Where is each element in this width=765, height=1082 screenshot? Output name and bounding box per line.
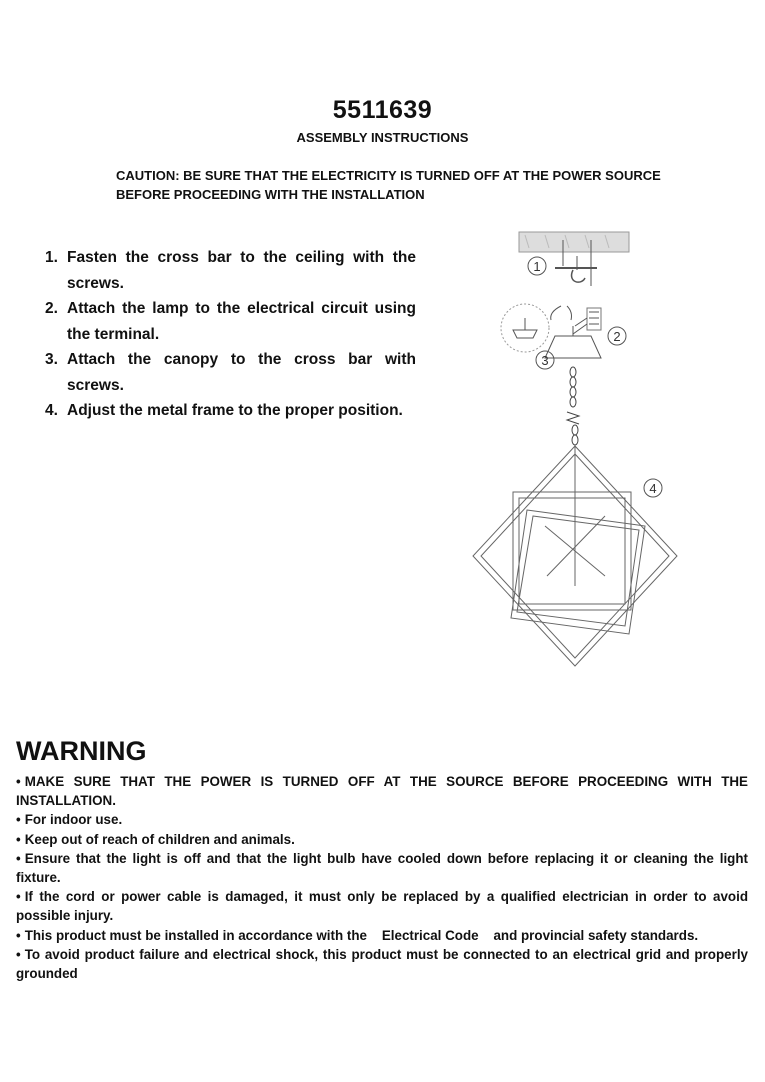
assembly-steps [42, 245, 416, 424]
warning-item [16, 830, 748, 849]
caution-line-1: CAUTION: BE SURE THAT THE ELECTRICITY IS TURNED OFF AT THE POWER SOURCE [116, 168, 661, 183]
chain [567, 367, 579, 445]
step-text: Adjust the metal frame to the proper position. [67, 402, 403, 419]
warning-text: To avoid product failure and electrical shock, this product must be connected to an electrical grid and properly grounded [16, 946, 748, 982]
canopy-detail [501, 304, 549, 352]
callout-label: 2 [613, 329, 621, 344]
warning-item [16, 810, 748, 829]
warning-item [16, 945, 748, 983]
caution-line-2: BEFORE PROCEEDING WITH THE INSTALLATION [116, 187, 425, 202]
ceiling-plate [519, 232, 629, 252]
step-item [42, 347, 416, 398]
step-number: 1. [45, 249, 58, 266]
metal-frame [473, 446, 677, 666]
bullet: • [16, 831, 21, 847]
step-item [42, 296, 416, 347]
warning-list [16, 772, 748, 983]
bullet: • [16, 927, 21, 943]
caution-note [116, 166, 676, 204]
warning-title: WARNING [16, 736, 147, 766]
step-text: Attach the canopy to the cross bar with screws. [67, 351, 416, 394]
warning-item [16, 772, 748, 810]
fixture-diagram [455, 226, 695, 676]
bullet: • [16, 850, 21, 866]
warning-text: Ensure that the light is off and that the light bulb have cooled down before replacing it or cleaning the light fixture. [16, 850, 748, 886]
step-item [42, 398, 416, 424]
bullet: • [16, 812, 21, 828]
warning-item [16, 849, 748, 887]
step-number: 2. [45, 300, 58, 317]
callout-3 [536, 351, 554, 369]
step-number: 3. [45, 351, 58, 368]
document-subtitle: ASSEMBLY INSTRUCTIONS [296, 130, 469, 145]
step-text: Fasten the cross bar to the ceiling with the screws. [67, 249, 416, 292]
terminal-block [551, 306, 601, 334]
warning-text: Keep out of reach of children and animals. [24, 831, 295, 847]
warning-text: This product must be installed in accordance with the Electrical Code and provincial safety standards. [24, 927, 699, 943]
bullet: • [16, 774, 21, 789]
callout-label: 1 [533, 259, 541, 274]
warning-item [16, 887, 748, 925]
bullet: • [16, 946, 21, 962]
bullet: • [16, 889, 21, 905]
canopy [545, 326, 601, 358]
warning-item [16, 926, 748, 945]
warning-text: MAKE SURE THAT THE POWER IS TURNED OFF AT THE SOURCE BEFORE PROCEEDING WITH THE INSTALLATION. [16, 774, 748, 809]
callout-1 [528, 257, 546, 275]
callout-4 [644, 479, 662, 497]
step-text: Attach the lamp to the electrical circuit using the terminal. [67, 300, 416, 343]
model-number: 5511639 [332, 96, 433, 124]
step-item [42, 245, 416, 296]
callout-label: 4 [649, 481, 657, 496]
callout-label: 3 [541, 353, 549, 368]
warning-text: For indoor use. [24, 812, 123, 828]
warning-text: If the cord or power cable is damaged, it must only be replaced by a qualified electrician in order to avoid possible injury. [16, 889, 748, 924]
step-number: 4. [45, 402, 58, 419]
callout-2 [608, 327, 626, 345]
